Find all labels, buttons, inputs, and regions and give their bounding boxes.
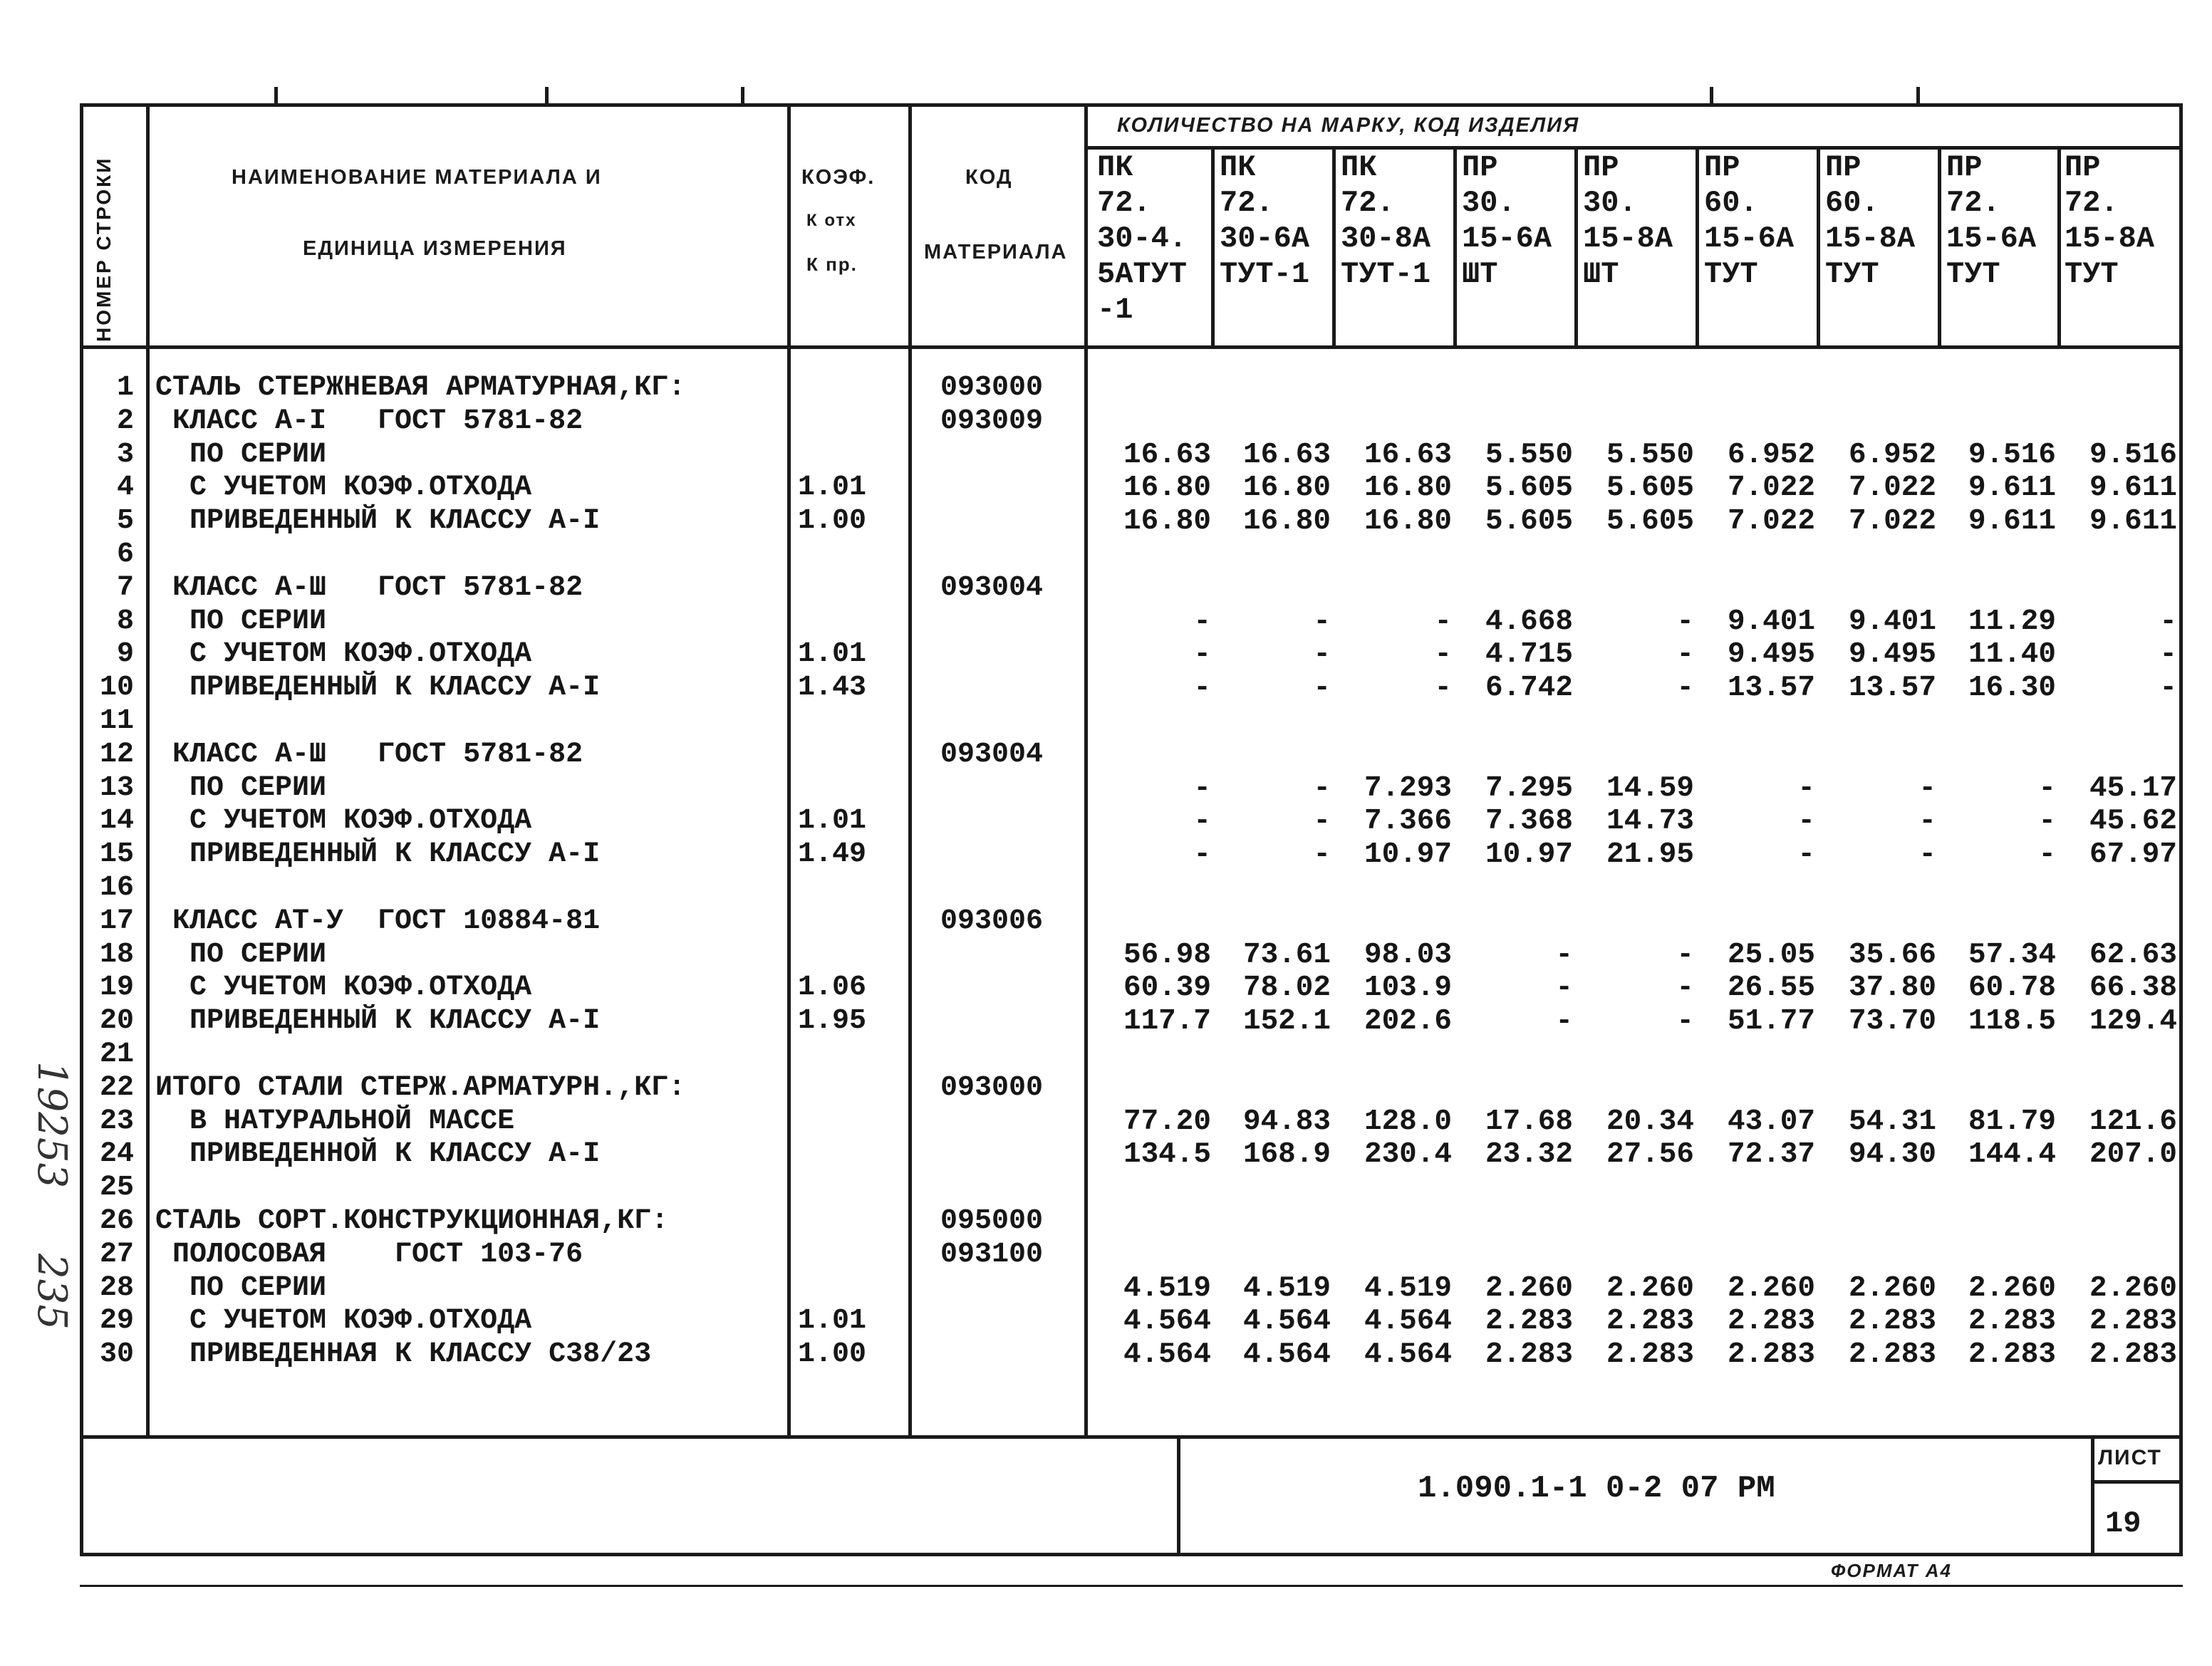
quantity-value: 5.605 — [1485, 505, 1573, 538]
quantity-value: - — [1313, 805, 1331, 838]
quantity-value: 13.57 — [1727, 672, 1815, 704]
quantity-value: 11.40 — [1968, 638, 2056, 671]
quantity-value: 103.9 — [1364, 972, 1452, 1004]
mark-header: ПР 30. 15-6А ШТ — [1462, 150, 1552, 291]
material-name: ПРИВЕДЕННОЙ К КЛАССУ А-I — [155, 1138, 601, 1170]
quantity-value: 56.98 — [1123, 939, 1211, 972]
col-line — [787, 103, 791, 1435]
quantity-value: 117.7 — [1123, 1005, 1211, 1038]
row-number: 4 — [116, 472, 134, 504]
col-line — [908, 103, 912, 1435]
material-code: 093000 — [940, 372, 1044, 404]
quantity-value: 2.260 — [1727, 1272, 1815, 1305]
sheet-number: 19 — [2105, 1506, 2141, 1541]
mark-header: ПК 72. 30-6А ТУТ-1 — [1220, 150, 1310, 291]
quantity-value: - — [1797, 772, 1815, 805]
row-number: 27 — [99, 1239, 134, 1271]
coefficient: 1.01 — [798, 805, 867, 837]
row-number: 7 — [116, 572, 134, 604]
quantity-value: 98.03 — [1364, 939, 1452, 972]
quantity-value: 9.611 — [1968, 505, 2056, 538]
quantity-value: 7.368 — [1485, 805, 1573, 838]
quantity-value: 2.283 — [1848, 1338, 1936, 1371]
quantity-value: - — [1193, 772, 1211, 805]
quantity-value: 11.29 — [1968, 605, 2056, 638]
mark-col-line — [1332, 146, 1336, 345]
quantity-value: 2.283 — [1968, 1338, 2056, 1371]
quantity-value: - — [1797, 805, 1815, 838]
quantity-value: 51.77 — [1727, 1005, 1815, 1038]
name-header-line1: НАИМЕНОВАНИЕ МАТЕРИАЛА И — [232, 166, 602, 189]
row-number: 23 — [99, 1105, 134, 1137]
quantity-value: 9.401 — [1727, 605, 1815, 638]
quantity-value: 43.07 — [1727, 1105, 1815, 1138]
coefficient: 1.01 — [798, 472, 867, 504]
quantity-value: 14.73 — [1606, 805, 1694, 838]
row-number: 12 — [99, 739, 134, 771]
header-separator — [80, 345, 2183, 349]
quantity-value: - — [1918, 805, 1936, 838]
quantity-value: 57.34 — [1968, 939, 2056, 972]
col-line — [1084, 103, 1088, 1435]
material-name: ПО СЕРИИ — [155, 439, 327, 471]
quantity-value: - — [1193, 605, 1211, 638]
quantity-value: 4.668 — [1485, 605, 1573, 638]
quantity-value: 10.97 — [1364, 838, 1452, 871]
quantity-value: - — [2038, 805, 2056, 838]
quantity-value: 23.32 — [1485, 1138, 1573, 1171]
row-number: 28 — [99, 1272, 134, 1304]
quantity-value: 4.519 — [1123, 1272, 1211, 1305]
material-name: ПРИВЕДЕННЫЙ К КЛАССУ А-I — [155, 1005, 601, 1037]
row-number: 14 — [99, 805, 134, 837]
mark-col-line — [1211, 146, 1215, 345]
material-name: ИТОГО СТАЛИ СТЕРЖ.АРМАТУРН.,КГ: — [155, 1072, 686, 1104]
quantity-value: 77.20 — [1123, 1105, 1211, 1138]
quantity-value: 45.62 — [2089, 805, 2177, 838]
quantity-value: - — [1676, 672, 1694, 704]
quantity-value: 2.283 — [1727, 1305, 1815, 1338]
quantity-value: 60.39 — [1123, 972, 1211, 1004]
quantity-value: - — [1797, 838, 1815, 871]
row-number: 29 — [99, 1305, 134, 1337]
material-name: КЛАСС А-I ГОСТ 5781-82 — [155, 405, 583, 437]
material-name: С УЧЕТОМ КОЭФ.ОТХОДА — [155, 472, 532, 504]
quantity-value: - — [1555, 1005, 1573, 1038]
quantity-value: 16.80 — [1123, 505, 1211, 538]
quantity-value: 118.5 — [1968, 1005, 2056, 1038]
quantity-value: 2.283 — [2089, 1338, 2177, 1371]
quantity-value: - — [1193, 838, 1211, 871]
quantity-value: 144.4 — [1968, 1138, 2056, 1171]
row-number: 13 — [99, 772, 134, 804]
quantity-value: 129.4 — [2089, 1005, 2177, 1038]
quantity-value: 4.564 — [1242, 1338, 1331, 1371]
material-name: ПРИВЕДЕННАЯ К КЛАССУ С38/23 — [155, 1338, 652, 1370]
code-header-line2: МАТЕРИАЛА — [924, 241, 1068, 264]
quantity-value: - — [1918, 838, 1936, 871]
quantity-value: 230.4 — [1364, 1138, 1452, 1171]
quantity-value: 16.80 — [1364, 505, 1452, 538]
quantity-value: 2.260 — [1848, 1272, 1936, 1305]
row-number: 11 — [99, 705, 134, 737]
quantity-value: 5.605 — [1606, 505, 1694, 538]
quantity-value: 2.260 — [1606, 1272, 1694, 1305]
quantity-value: 4.564 — [1364, 1305, 1452, 1338]
material-code: 093100 — [940, 1239, 1044, 1271]
quantity-value: - — [1434, 638, 1452, 671]
code-header-line1: КОД — [965, 166, 1013, 189]
coefficient: 1.01 — [798, 638, 867, 670]
top-tick — [1710, 87, 1713, 107]
footer-separator — [80, 1435, 2183, 1439]
quantity-value: 9.611 — [2089, 505, 2177, 538]
quantity-value: - — [2038, 772, 2056, 805]
quantity-value: 5.605 — [1606, 472, 1694, 504]
material-code: 093006 — [940, 905, 1044, 937]
document-code: 1.090.1-1 0-2 07 РМ — [1418, 1471, 1775, 1506]
quantity-value: 2.260 — [1968, 1272, 2056, 1305]
quantity-value: 207.0 — [2089, 1138, 2177, 1171]
quantity-value: 2.283 — [1606, 1338, 1694, 1371]
footer-sheet-line — [2091, 1480, 2183, 1484]
quantity-value: 21.95 — [1606, 838, 1694, 871]
quantity-header: КОЛИЧЕСТВО НА МАРКУ, КОД ИЗДЕЛИЯ — [1117, 114, 1580, 137]
material-name: КЛАСС А-Ш ГОСТ 5781-82 — [155, 739, 583, 771]
quantity-value: 2.283 — [1848, 1305, 1936, 1338]
quantity-value: 16.80 — [1364, 472, 1452, 504]
quantity-value: - — [1434, 605, 1452, 638]
material-name: СТАЛЬ СОРТ.КОНСТРУКЦИОННАЯ,КГ: — [155, 1205, 669, 1237]
quantity-value: 9.401 — [1848, 605, 1936, 638]
quantity-value: - — [1676, 972, 1694, 1004]
quantity-value: 121.6 — [2089, 1105, 2177, 1138]
row-number: 9 — [116, 638, 134, 670]
row-number: 19 — [99, 972, 134, 1004]
quantity-value: - — [1555, 972, 1573, 1004]
quantity-value: - — [1193, 672, 1211, 704]
quantity-value: 16.30 — [1968, 672, 2056, 704]
quantity-value: 66.38 — [2089, 972, 2177, 1004]
quantity-value: 81.79 — [1968, 1105, 2056, 1138]
quantity-value: 5.550 — [1606, 439, 1694, 472]
coefficient: 1.06 — [798, 972, 867, 1004]
quantity-value: 7.366 — [1364, 805, 1452, 838]
material-name: ПРИВЕДЕННЫЙ К КЛАССУ А-I — [155, 505, 601, 537]
row-number: 1 — [116, 372, 134, 404]
quantity-value: 14.59 — [1606, 772, 1694, 805]
quantity-value: 16.63 — [1123, 439, 1211, 472]
format-label: ФОРМАТ А4 — [1831, 1560, 1953, 1581]
quantity-value: 16.63 — [1242, 439, 1331, 472]
row-number: 20 — [99, 1005, 134, 1037]
row-number: 22 — [99, 1072, 134, 1104]
quantity-value: - — [1434, 672, 1452, 704]
row-number-header: НОМЕР СТРОКИ — [93, 156, 115, 342]
mark-col-line — [1938, 146, 1941, 345]
quantity-value: 2.283 — [1606, 1305, 1694, 1338]
material-name: ПО СЕРИИ — [155, 772, 327, 804]
quantity-value: 4.715 — [1485, 638, 1573, 671]
row-number: 2 — [116, 405, 134, 437]
quantity-value: 4.564 — [1123, 1305, 1211, 1338]
quantity-value: 7.022 — [1848, 505, 1936, 538]
coef-header-line2: К отх — [806, 211, 857, 230]
material-name: С УЧЕТОМ КОЭФ.ОТХОДА — [155, 1305, 532, 1337]
top-tick — [545, 87, 549, 107]
material-name: ПРИВЕДЕННЫЙ К КЛАССУ А-I — [155, 672, 601, 704]
quantity-value: 35.66 — [1848, 939, 1936, 972]
row-number: 17 — [99, 905, 134, 937]
top-tick — [1916, 87, 1920, 107]
quantity-value: - — [1313, 838, 1331, 871]
quantity-value: 7.022 — [1848, 472, 1936, 504]
quantity-value: - — [1313, 638, 1331, 671]
quantity-value: 2.260 — [1485, 1272, 1573, 1305]
mark-header: ПР 72. 15-8А ТУТ — [2065, 150, 2155, 291]
quantity-value: - — [1313, 772, 1331, 805]
coefficient: 1.95 — [798, 1005, 867, 1037]
mark-header: ПР 30. 15-8А ШТ — [1583, 150, 1673, 291]
material-name: ПО СЕРИИ — [155, 939, 327, 971]
row-number: 24 — [99, 1138, 134, 1170]
quantity-value: 73.70 — [1848, 1005, 1936, 1038]
mark-header: ПР 72. 15-6А ТУТ — [1946, 150, 2037, 291]
coefficient: 1.00 — [798, 505, 867, 537]
material-code: 093004 — [940, 572, 1044, 604]
quantity-value: - — [1555, 939, 1573, 972]
quantity-value: 37.80 — [1848, 972, 1936, 1004]
row-number: 3 — [116, 439, 134, 471]
mark-header: ПК 72. 30-8А ТУТ-1 — [1341, 150, 1431, 291]
quantity-value: 152.1 — [1242, 1005, 1331, 1038]
quantity-value: 72.37 — [1727, 1138, 1815, 1171]
quantity-value: 16.63 — [1364, 439, 1452, 472]
quantity-value: 16.80 — [1242, 505, 1331, 538]
quantity-value: 6.952 — [1727, 439, 1815, 472]
quantity-value: 2.283 — [1485, 1338, 1573, 1371]
quantity-value: 134.5 — [1123, 1138, 1211, 1171]
row-number: 30 — [99, 1338, 134, 1370]
quantity-value: 128.0 — [1364, 1105, 1452, 1138]
material-name: КЛАСС АТ-У ГОСТ 10884-81 — [155, 905, 601, 937]
coefficient: 1.49 — [798, 838, 867, 870]
row-number: 16 — [99, 872, 134, 904]
quantity-value: 2.283 — [1727, 1338, 1815, 1371]
coef-header-line3: К пр. — [806, 254, 858, 275]
quantity-value: 168.9 — [1242, 1138, 1331, 1171]
material-name: В НАТУРАЛЬНОЙ МАССЕ — [155, 1105, 515, 1137]
quantity-value: - — [2159, 605, 2177, 638]
quantity-value: 13.57 — [1848, 672, 1936, 704]
row-number: 26 — [99, 1205, 134, 1237]
quantity-value: - — [1676, 939, 1694, 972]
quantity-value: - — [1193, 638, 1211, 671]
sheet-label: ЛИСТ — [2098, 1446, 2162, 1469]
quantity-value: 4.519 — [1242, 1272, 1331, 1305]
quantity-value: 2.283 — [1485, 1305, 1573, 1338]
quantity-value: - — [1313, 672, 1331, 704]
quantity-value: - — [1676, 605, 1694, 638]
mark-col-line — [1817, 146, 1820, 345]
quantity-value: - — [2038, 838, 2056, 871]
quantity-value: 2.260 — [2089, 1272, 2177, 1305]
coef-header-line1: КОЭФ. — [801, 166, 876, 189]
row-number: 21 — [99, 1038, 134, 1071]
bottom-edge — [80, 1585, 2183, 1587]
material-name: С УЧЕТОМ КОЭФ.ОТХОДА — [155, 972, 532, 1004]
mark-col-line — [1696, 146, 1699, 345]
mark-col-line — [1574, 146, 1578, 345]
quantity-value: 7.022 — [1727, 472, 1815, 504]
row-number: 8 — [116, 605, 134, 637]
quantity-value: 2.283 — [2089, 1305, 2177, 1338]
quantity-value: 9.495 — [1848, 638, 1936, 671]
coefficient: 1.00 — [798, 1338, 867, 1370]
quantity-value: - — [2159, 672, 2177, 704]
quantity-value: 6.742 — [1485, 672, 1573, 704]
row-number: 5 — [116, 505, 134, 537]
material-code: 093004 — [940, 739, 1044, 771]
col-line — [146, 103, 150, 1435]
quantity-value: 16.80 — [1242, 472, 1331, 504]
quantity-value: 67.97 — [2089, 838, 2177, 871]
row-number: 6 — [116, 538, 134, 571]
material-name: ПО СЕРИИ — [155, 605, 327, 637]
material-code: 095000 — [940, 1205, 1044, 1237]
quantity-value: 9.495 — [1727, 638, 1815, 671]
margin-page-number: 235 — [28, 1254, 75, 1330]
quantity-value: 94.83 — [1242, 1105, 1331, 1138]
name-header-line2: ЕДИНИЦА ИЗМЕРЕНИЯ — [303, 237, 567, 260]
quantity-value: 7.022 — [1727, 505, 1815, 538]
quantity-value: 20.34 — [1606, 1105, 1694, 1138]
quantity-value: 9.516 — [2089, 439, 2177, 472]
quantity-value: 17.68 — [1485, 1105, 1573, 1138]
coefficient: 1.01 — [798, 1305, 867, 1337]
quantity-value: 94.30 — [1848, 1138, 1936, 1171]
material-code: 093000 — [940, 1072, 1044, 1104]
quantity-value: - — [1193, 805, 1211, 838]
quantity-value: 5.605 — [1485, 472, 1573, 504]
quantity-value: 73.61 — [1242, 939, 1331, 972]
material-name: ПО СЕРИИ — [155, 1272, 327, 1304]
quantity-value: 4.519 — [1364, 1272, 1452, 1305]
mark-col-line — [2057, 146, 2061, 345]
top-tick — [741, 87, 744, 107]
quantity-value: 54.31 — [1848, 1105, 1936, 1138]
quantity-value: 16.80 — [1123, 472, 1211, 504]
quantity-value: 7.293 — [1364, 772, 1452, 805]
mark-col-line — [1453, 146, 1457, 345]
row-number: 25 — [99, 1172, 134, 1204]
quantity-value: 78.02 — [1242, 972, 1331, 1004]
quantity-value: 45.17 — [2089, 772, 2177, 805]
quantity-value: 60.78 — [1968, 972, 2056, 1004]
row-number: 15 — [99, 838, 134, 870]
quantity-value: 25.05 — [1727, 939, 1815, 972]
row-number: 18 — [99, 939, 134, 971]
quantity-value: 202.6 — [1364, 1005, 1452, 1038]
mark-header: ПР 60. 15-8А ТУТ — [1825, 150, 1916, 291]
inventory-number: 19253 — [28, 1061, 75, 1189]
quantity-value: - — [1918, 772, 1936, 805]
quantity-value: 2.283 — [1968, 1305, 2056, 1338]
quantity-value: 9.516 — [1968, 439, 2056, 472]
material-name: ПРИВЕДЕННЫЙ К КЛАССУ А-I — [155, 838, 601, 870]
quantity-value: 10.97 — [1485, 838, 1573, 871]
quantity-value: 62.63 — [2089, 939, 2177, 972]
row-number: 10 — [99, 672, 134, 704]
material-name: СТАЛЬ СТЕРЖНЕВАЯ АРМАТУРНАЯ,КГ: — [155, 372, 686, 404]
quantity-value: 4.564 — [1242, 1305, 1331, 1338]
mark-header: ПК 72. 30-4. 5АТУТ -1 — [1097, 150, 1188, 327]
quantity-value: 26.55 — [1727, 972, 1815, 1004]
coefficient: 1.43 — [798, 672, 867, 704]
quantity-value: 4.564 — [1364, 1338, 1452, 1371]
material-name: ПОЛОСОВАЯ ГОСТ 103-76 — [155, 1239, 583, 1271]
quantity-value: - — [1676, 638, 1694, 671]
quantity-value: - — [2159, 638, 2177, 671]
quantity-value: 9.611 — [1968, 472, 2056, 504]
mark-header: ПР 60. 15-6А ТУТ — [1704, 150, 1795, 291]
quantity-value: 27.56 — [1606, 1138, 1694, 1171]
material-name: КЛАСС А-Ш ГОСТ 5781-82 — [155, 572, 583, 604]
top-tick — [274, 87, 278, 107]
quantity-value: 7.295 — [1485, 772, 1573, 805]
quantity-value: 4.564 — [1123, 1338, 1211, 1371]
material-name: С УЧЕТОМ КОЭФ.ОТХОДА — [155, 805, 532, 837]
quantity-value: 9.611 — [2089, 472, 2177, 504]
material-code: 093009 — [940, 405, 1044, 437]
quantity-value: 5.550 — [1485, 439, 1573, 472]
quantity-value: - — [1313, 605, 1331, 638]
quantity-value: 6.952 — [1848, 439, 1936, 472]
quantity-value: - — [1676, 1005, 1694, 1038]
material-name: С УЧЕТОМ КОЭФ.ОТХОДА — [155, 638, 532, 670]
footer-col-line — [1177, 1435, 1180, 1556]
footer-col-line — [2091, 1435, 2094, 1556]
